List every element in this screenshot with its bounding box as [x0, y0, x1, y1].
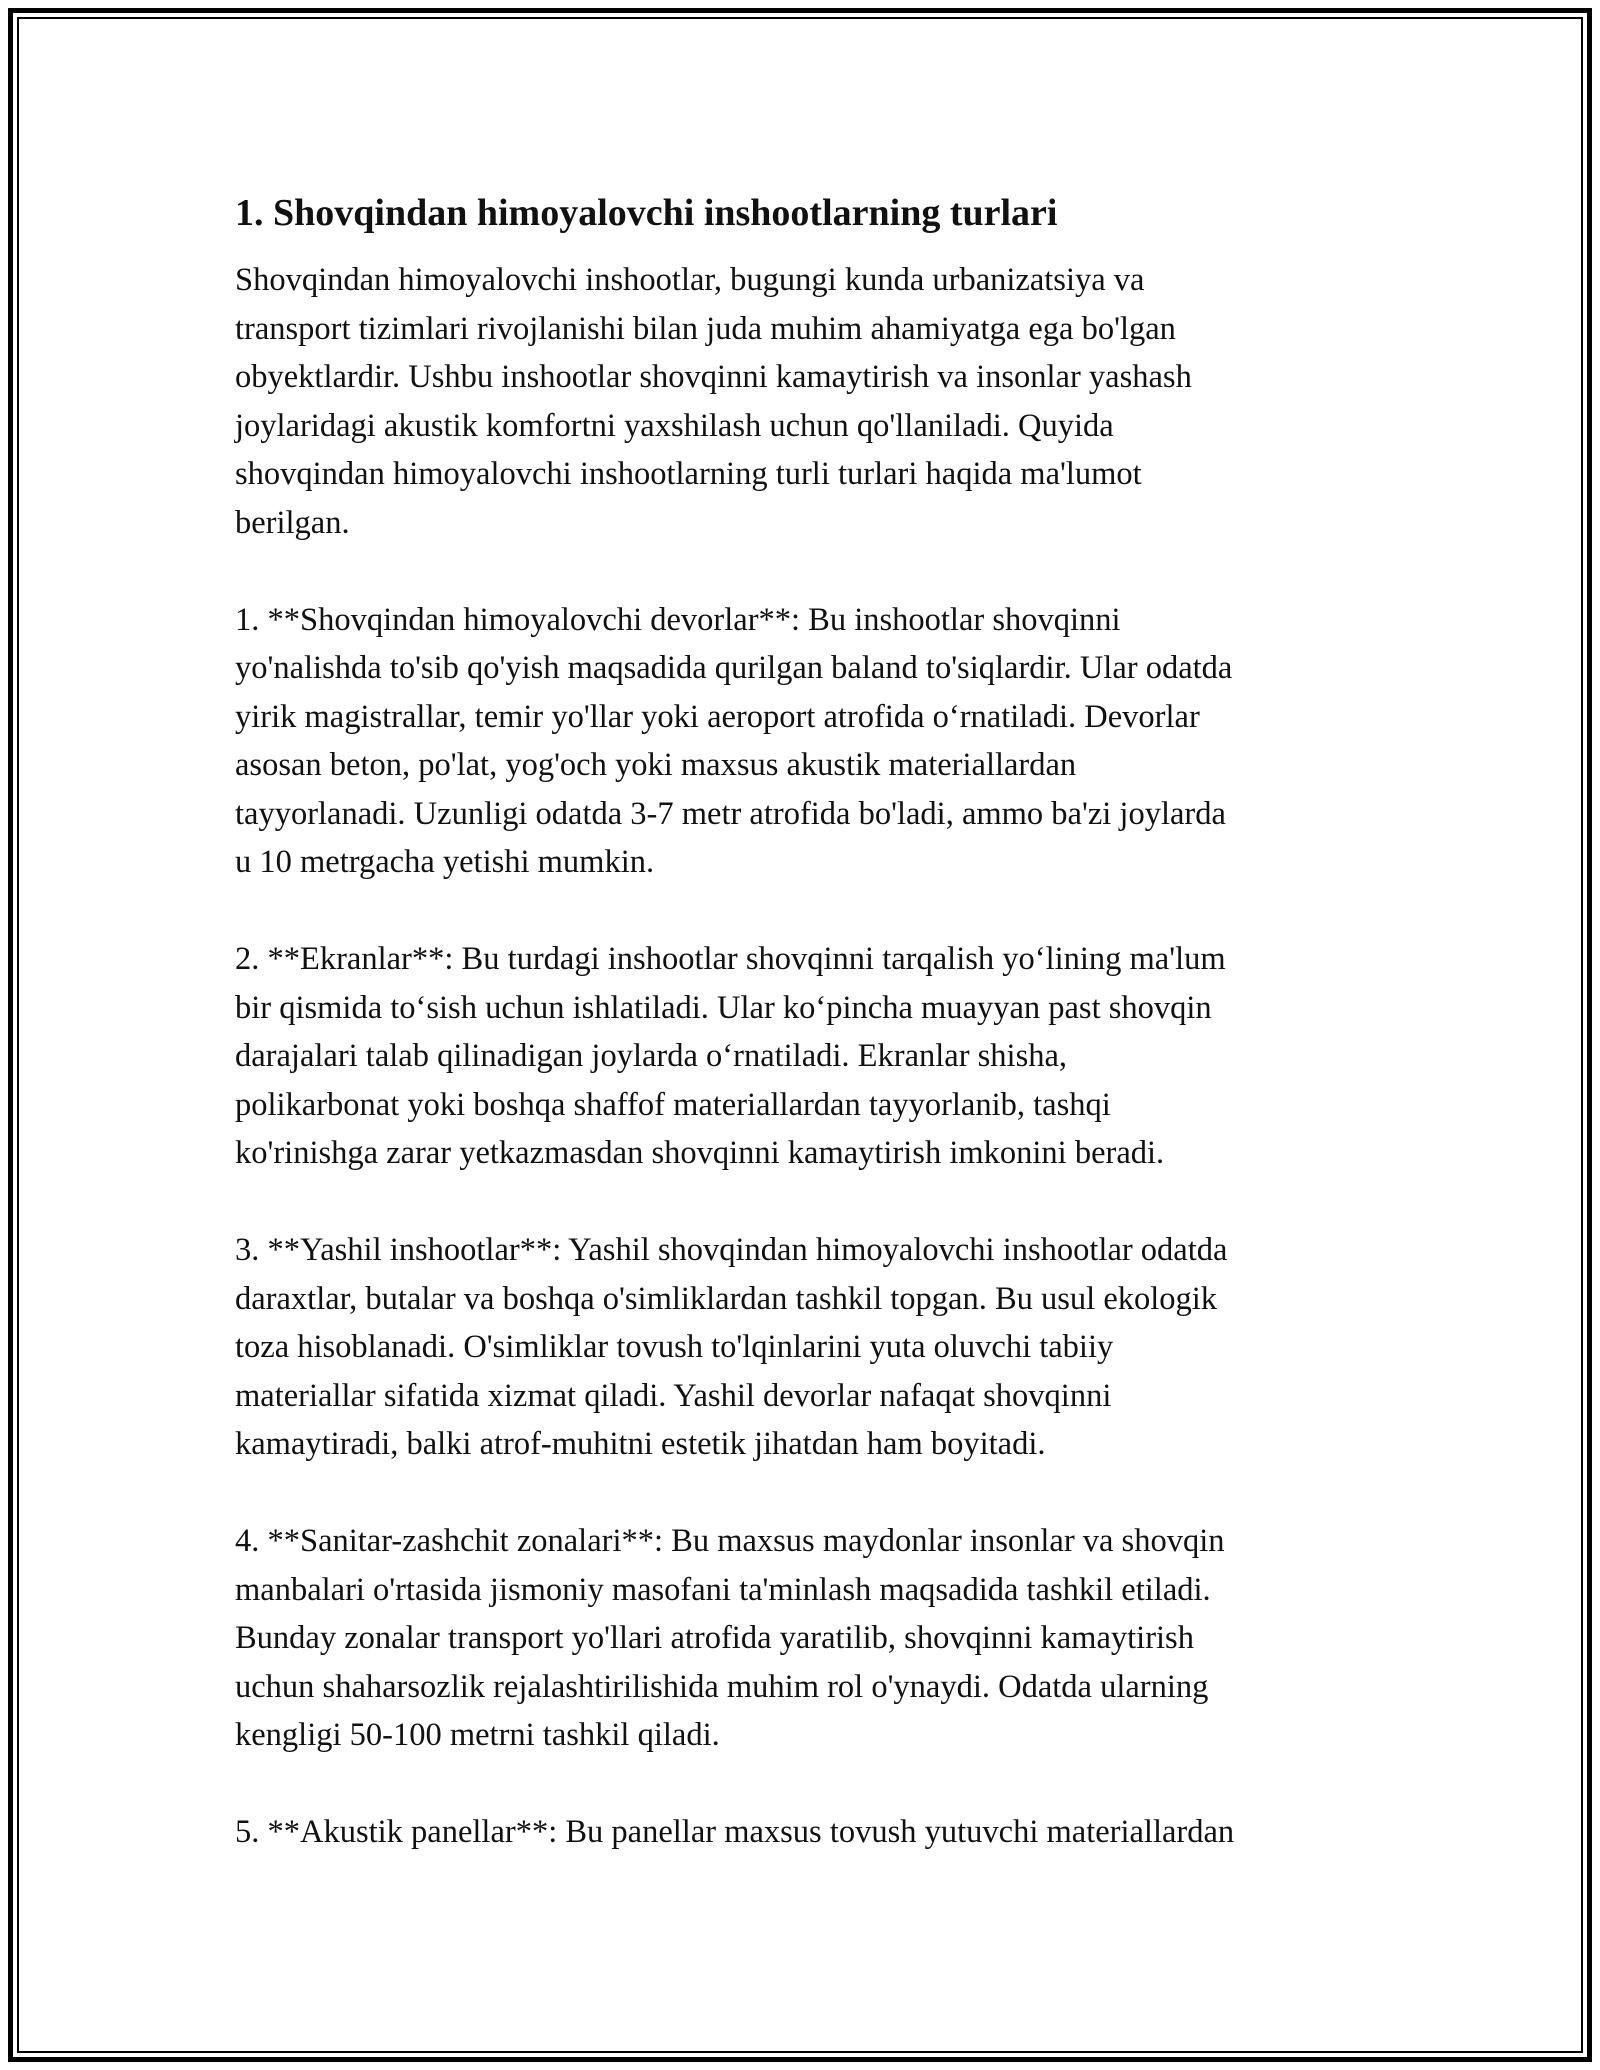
text-line: darajalari talab qilinadigan joylarda o‘rnatiladi. Ekranlar shisha, [235, 1038, 1068, 1074]
screens-paragraph [235, 935, 1370, 1178]
paragraph-gap [235, 547, 1370, 596]
text-line: obyektlardir. Ushbu inshootlar shovqinni kamaytirish va insonlar yashash [235, 359, 1192, 395]
text-line: uchun shaharsozlik rejalashtirilishida muhim rol o'ynaydi. Odatda ularning [235, 1668, 1209, 1705]
text-line: transport tizimlari rivojlanishi bilan juda muhim ahamiyatga ega bo'lgan [235, 310, 1176, 347]
text-line: materiallar sifatida xizmat qiladi. Yashil devorlar nafaqat shovqinni [235, 1377, 1112, 1414]
text-line: berilgan. [235, 504, 350, 541]
text-line: tayyorlanadi. Uzunligi odatda 3-7 metr atrofida bo'ladi, ammo ba'zi joylarda [235, 795, 1226, 832]
text-line: shovqindan himoyalovchi inshootlarning turli turlari haqida ma'lumot [235, 456, 1142, 492]
walls-paragraph [235, 596, 1370, 887]
green-structures-paragraph [235, 1226, 1370, 1469]
document-body [235, 188, 1370, 1857]
text-line: Bunday zonalar transport yo'llari atrofida yaratilib, shovqinni kamaytirish [235, 1620, 1194, 1656]
paragraph-gap [235, 1469, 1370, 1518]
text-line: manbalari o'rtasida jismoniy masofani ta'minlash maqsadida tashkil etiladi. [235, 1571, 1211, 1608]
text-line: Shovqindan himoyalovchi inshootlar, bugungi kunda urbanizatsiya va [235, 262, 1145, 298]
text-line: kengligi 50-100 metrni tashkil qiladi. [235, 1717, 720, 1753]
intro-paragraph [235, 256, 1370, 547]
document-heading: 1. Shovqindan himoyalovchi inshootlarning turlari [235, 192, 1058, 234]
text-line: bir qismida to‘sish uchun ishlatiladi. Ular ko‘pincha muayyan past shovqin [235, 989, 1212, 1026]
text-line: kamaytiradi, balki atrof-muhitni estetik jihatdan ham boyitadi. [235, 1426, 1046, 1462]
text-line: yo'nalishda to'sib qo'yish maqsadida qurilgan baland to'siqlardir. Ular odatda [235, 650, 1233, 686]
text-line: asosan beton, po'lat, yog'och yoki maxsus akustik materiallardan [235, 747, 1077, 783]
text-line: u 10 metrgacha yetishi mumkin. [235, 844, 655, 880]
text-line: toza hisoblanadi. O'simliklar tovush to'lqinlarini yuta oluvchi tabiiy [235, 1329, 1114, 1365]
text-line: ko'rinishga zarar yetkazmasdan shovqinni kamaytirish imkonini beradi. [235, 1135, 1165, 1171]
text-line: joylaridagi akustik komfortni yaxshilash uchun qo'llaniladi. Quyida [235, 407, 1114, 444]
text-line: 2. **Ekranlar**: Bu turdagi inshootlar shovqinni tarqalish yo‘lining ma'lum [235, 941, 1226, 977]
acoustic-panels-paragraph [235, 1808, 1370, 1857]
text-line: polikarbonat yoki boshqa shaffof materiallardan tayyorlanib, tashqi [235, 1086, 1111, 1123]
text-line: 4. **Sanitar-zashchit zonalari**: Bu maxsus maydonlar insonlar va shovqin [235, 1523, 1225, 1559]
paragraph-gap [235, 1178, 1370, 1227]
text-line: 1. **Shovqindan himoyalovchi devorlar**: Bu inshootlar shovqinni [235, 601, 1121, 638]
sanitary-zones-paragraph [235, 1517, 1370, 1760]
text-line: 3. **Yashil inshootlar**: Yashil shovqindan himoyalovchi inshootlar odatda [235, 1232, 1228, 1268]
paragraph-gap [235, 1760, 1370, 1809]
paragraph-gap [235, 887, 1370, 936]
text-line: daraxtlar, butalar va boshqa o'simliklardan tashkil topgan. Bu usul ekologik [235, 1280, 1218, 1317]
text-line: yirik magistrallar, temir yo'llar yoki aeroport atrofida o‘rnatiladi. Devorlar [235, 698, 1200, 735]
text-line: 5. **Akustik panellar**: Bu panellar maxsus tovush yutuvchi materiallardan [235, 1814, 1235, 1850]
